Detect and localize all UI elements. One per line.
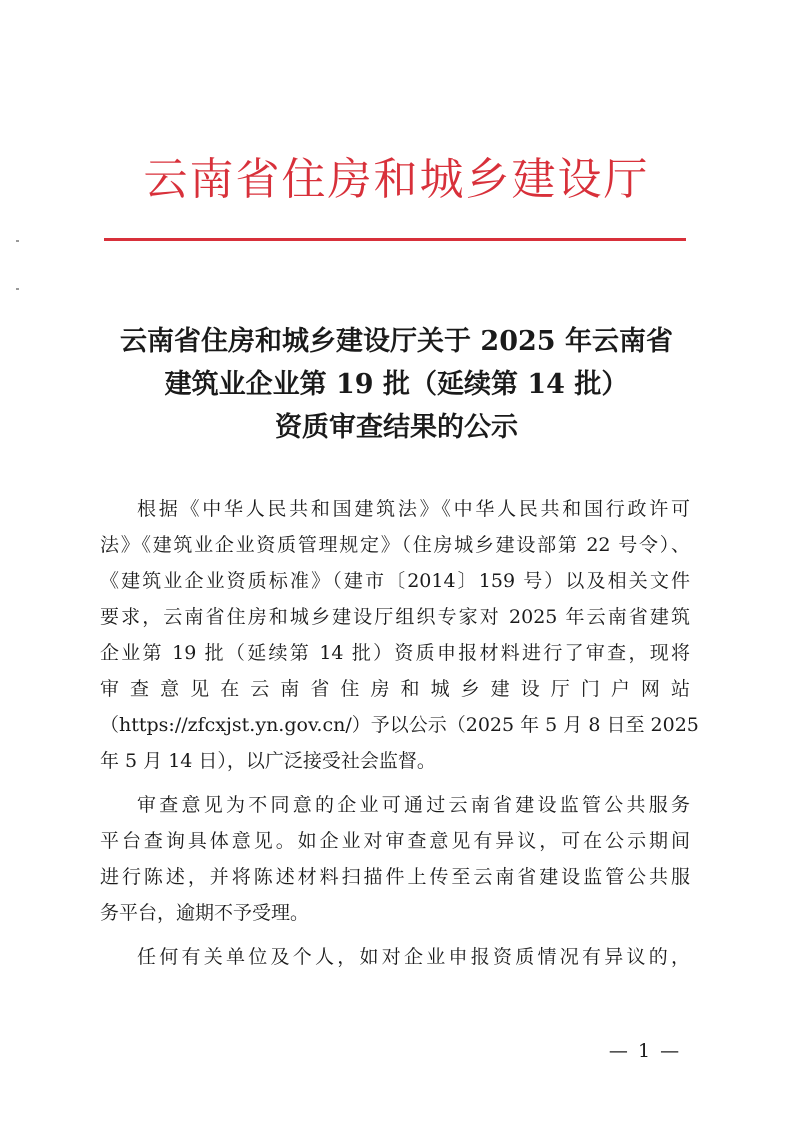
body-line: 企业第 19 批（延续第 14 批）资质申报材料进行了审查，现将 xyxy=(100,642,690,664)
letterhead-org-name: 云南省住房和城乡建设厅 xyxy=(143,154,650,205)
body-line: 平台查询具体意见。如企业对审查意见有异议，可在公示期间 xyxy=(100,830,690,852)
document-title-line-2: 建筑业企业第 19 批（延续第 14 批） xyxy=(164,369,629,400)
document-title-line-1: 云南省住房和城乡建设厅关于 2025 年云南省 xyxy=(120,326,673,357)
body-line: 年 5 月 14 日），以广泛接受社会监督。 xyxy=(100,750,436,772)
body-line: 要求，云南省住房和城乡建设厅组织专家对 2025 年云南省建筑 xyxy=(100,606,690,628)
document-title-line-3: 资质审查结果的公示 xyxy=(275,412,518,443)
scan-mark xyxy=(16,240,19,242)
body-line: 《建筑业企业资质标准》（建市〔2014〕159 号）以及相关文件 xyxy=(100,570,690,592)
body-line: 任何有关单位及个人，如对企业申报资质情况有异议的， xyxy=(137,946,690,968)
body-line: （https://zfcxjst.yn.gov.cn/）予以公示（2025 年 5 月 8 日至 2025 xyxy=(100,714,699,736)
body-line: 审查意见为不同意的企业可通过云南省建设监管公共服务 xyxy=(137,794,690,816)
body-line: 务平台，逾期不予受理。 xyxy=(100,902,310,924)
body-line: 根据《中华人民共和国建筑法》《中华人民共和国行政许可 xyxy=(137,498,690,520)
body-line: 进行陈述，并将陈述材料扫描件上传至云南省建设监管公共服 xyxy=(100,866,690,888)
scan-mark xyxy=(16,288,19,290)
body-line: 审查意见在云南省住房和城乡建设厅门户网站 xyxy=(100,678,690,700)
page-number: — 1 — xyxy=(608,1040,682,1062)
letterhead-red-rule xyxy=(104,238,686,241)
body-line: 法》《建筑业企业资质管理规定》（住房城乡建设部第 22 号令）、 xyxy=(100,534,690,556)
